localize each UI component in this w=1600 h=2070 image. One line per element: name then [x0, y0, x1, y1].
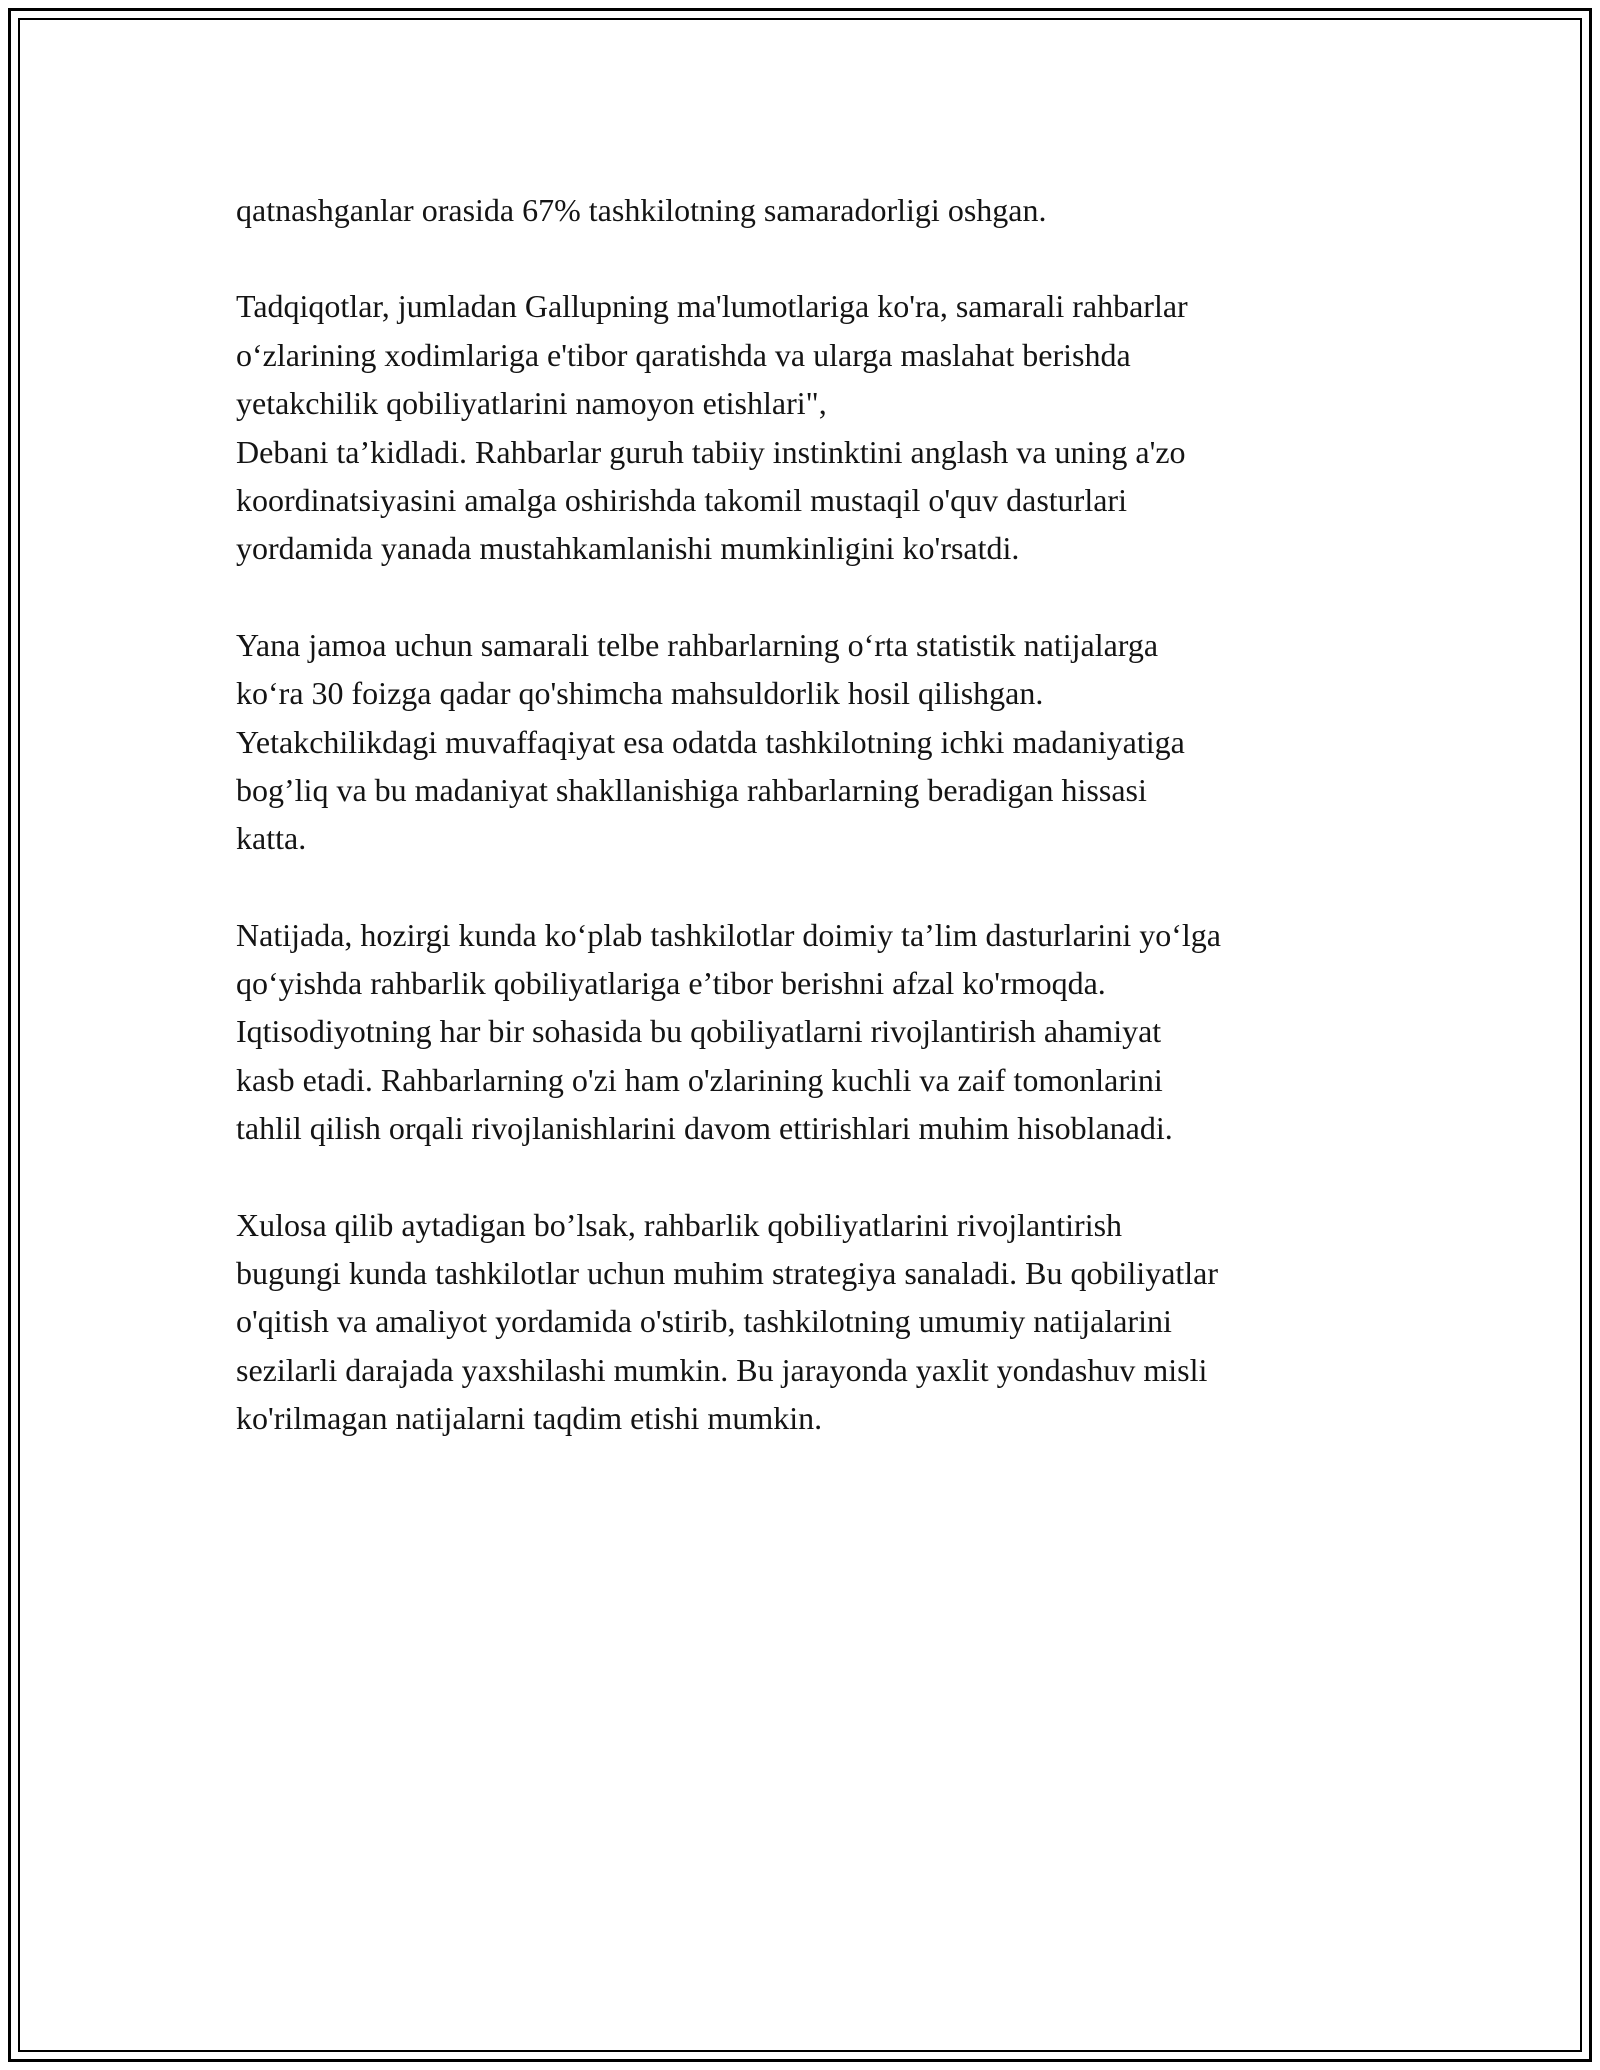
paragraph-4: [236, 911, 1386, 1153]
text-line: Natijada, hozirgi kunda ko‘plab tashkilotlar doimiy ta’lim dasturlarini yo‘lga: [236, 916, 1221, 953]
text-line: bog’liq va bu madaniyat shakllanishiga rahbarlarning beradigan hissasi: [236, 771, 1147, 808]
paragraph-1: [236, 186, 1386, 234]
text-line: Yetakchilikdagi muvaffaqiyat esa odatda tashkilotning ichki madaniyatiga: [236, 723, 1185, 760]
text-line: qo‘yishda rahbarlik qobiliyatlariga e’tibor berishni afzal ko'rmoqda.: [236, 965, 1106, 1002]
text-line: ko‘ra 30 foizga qadar qo'shimcha mahsuldorlik hosil qilishgan.: [236, 675, 1044, 712]
text-line: kasb etadi. Rahbarlarning o'zi ham o'zlarining kuchli va zaif tomonlarini: [236, 1061, 1163, 1098]
text-line: koordinatsiyasini amalga oshirishda takomil mustaqil o'quv dasturlari: [236, 481, 1127, 518]
text-line: Xulosa qilib aytadigan bo’lsak, rahbarlik qobiliyatlarini rivojlantirish: [236, 1206, 1123, 1243]
text-line: ko'rilmagan natijalarni taqdim etishi mumkin.: [236, 1400, 823, 1437]
text-line: bugungi kunda tashkilotlar uchun muhim strategiya sanaladi. Bu qobiliyatlar: [236, 1255, 1219, 1292]
text-line: yetakchilik qobiliyatlarini namoyon etishlari",: [236, 385, 827, 422]
paragraph-3: [236, 621, 1386, 863]
text-line: qatnashganlar orasida 67% tashkilotning samaradorligi oshgan.: [236, 192, 1047, 228]
text-line: katta.: [236, 820, 307, 857]
text-line: o'qitish va amaliyot yordamida o'stirib, tashkilotning umumiy natijalarini: [236, 1303, 1172, 1340]
paragraph-5: [236, 1201, 1386, 1443]
paragraph-2: [236, 282, 1386, 572]
text-line: Yana jamoa uchun samarali telbe rahbarlarning o‘rta statistik natijalarga: [236, 626, 1159, 663]
text-line: yordamida yanada mustahkamlanishi mumkinligini ko'rsatdi.: [236, 530, 1020, 567]
text-line: Tadqiqotlar, jumladan Gallupning ma'lumotlariga ko'ra, samarali rahbarlar: [236, 288, 1188, 325]
document-body: [236, 186, 1386, 1491]
text-line: sezilarli darajada yaxshilashi mumkin. Bu jarayonda yaxlit yondashuv misli: [236, 1351, 1208, 1388]
text-line: o‘zlarining xodimlariga e'tibor qaratishda va ularga maslahat berishda: [236, 336, 1131, 373]
text-line: tahlil qilish orqali rivojlanishlarini davom ettirishlari muhim hisoblanadi.: [236, 1110, 1173, 1147]
text-line: Iqtisodiyotning har bir sohasida bu qobiliyatlarni rivojlantirish ahamiyat: [236, 1013, 1162, 1050]
text-line: Debani ta’kidladi. Rahbarlar guruh tabiiy instinktini anglash va uning a'zo: [236, 433, 1186, 470]
